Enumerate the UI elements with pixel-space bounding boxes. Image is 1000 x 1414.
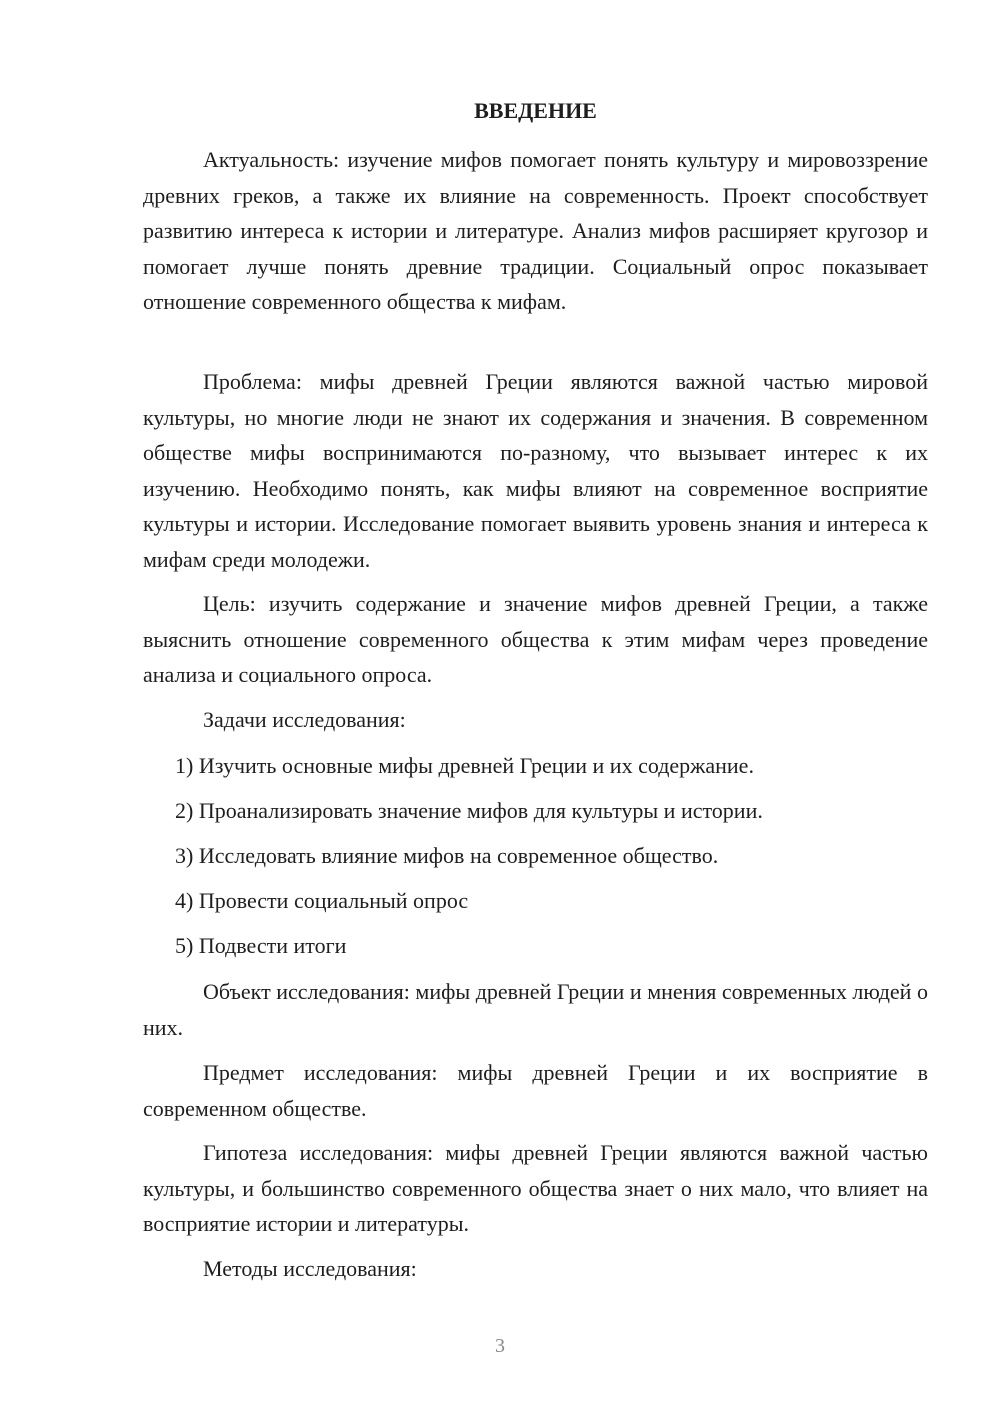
paragraph-hypothesis: Гипотеза исследования: мифы древней Греции являются важной частью культуры, и большинство современного общества знает о них мало, что влияет на восприятие истории и литературы.: [143, 1140, 928, 1236]
paragraph-object: Объект исследования: мифы древней Греции и мнения современных людей о них.: [143, 979, 928, 1040]
tasks-title: Задачи исследования:: [203, 707, 406, 732]
task-item-5: 5) Подвести итоги: [175, 933, 347, 958]
section-heading: ВВЕДЕНИЕ: [474, 98, 597, 123]
page-number: 3: [495, 1335, 505, 1357]
task-item-2: 2) Проанализировать значение мифов для культуры и истории.: [175, 798, 763, 823]
paragraph-goal: Цель: изучить содержание и значение мифов древней Греции, а также выяснить отношение современного общества к этим мифам через проведение анализа и социального опроса.: [143, 591, 928, 687]
paragraph-problem: Проблема: мифы древней Греции являются важной частью мировой культуры, но многие люди не знают их содержания и значения. В современном обществе мифы воспринимаются по-разному, что вызывает интерес к их изучению. Необходимо понять, как мифы влияют на современное восприятие культуры и истории. Исследование помогает выявить уровень знания и интереса к мифам среди молодежи.: [143, 369, 928, 572]
methods-title: Методы исследования:: [203, 1256, 417, 1281]
task-item-4: 4) Провести социальный опрос: [175, 888, 469, 913]
task-item-1: 1) Изучить основные мифы древней Греции и их содержание.: [175, 753, 754, 778]
task-item-3: 3) Исследовать влияние мифов на современное общество.: [175, 843, 719, 868]
paragraph-relevance: Актуальность: изучение мифов помогает понять культуру и мировоззрение древних греков, а также их влияние на современность. Проект способствует развитию интереса к истории и литературе. Анализ мифов расширяет кругозор и помогает лучше понять древние традиции. Социальный опрос показывает отношение современного общества к мифам.: [143, 147, 928, 314]
paragraph-subject: Предмет исследования: мифы древней Греции и их восприятие в современном обществе.: [143, 1060, 928, 1121]
